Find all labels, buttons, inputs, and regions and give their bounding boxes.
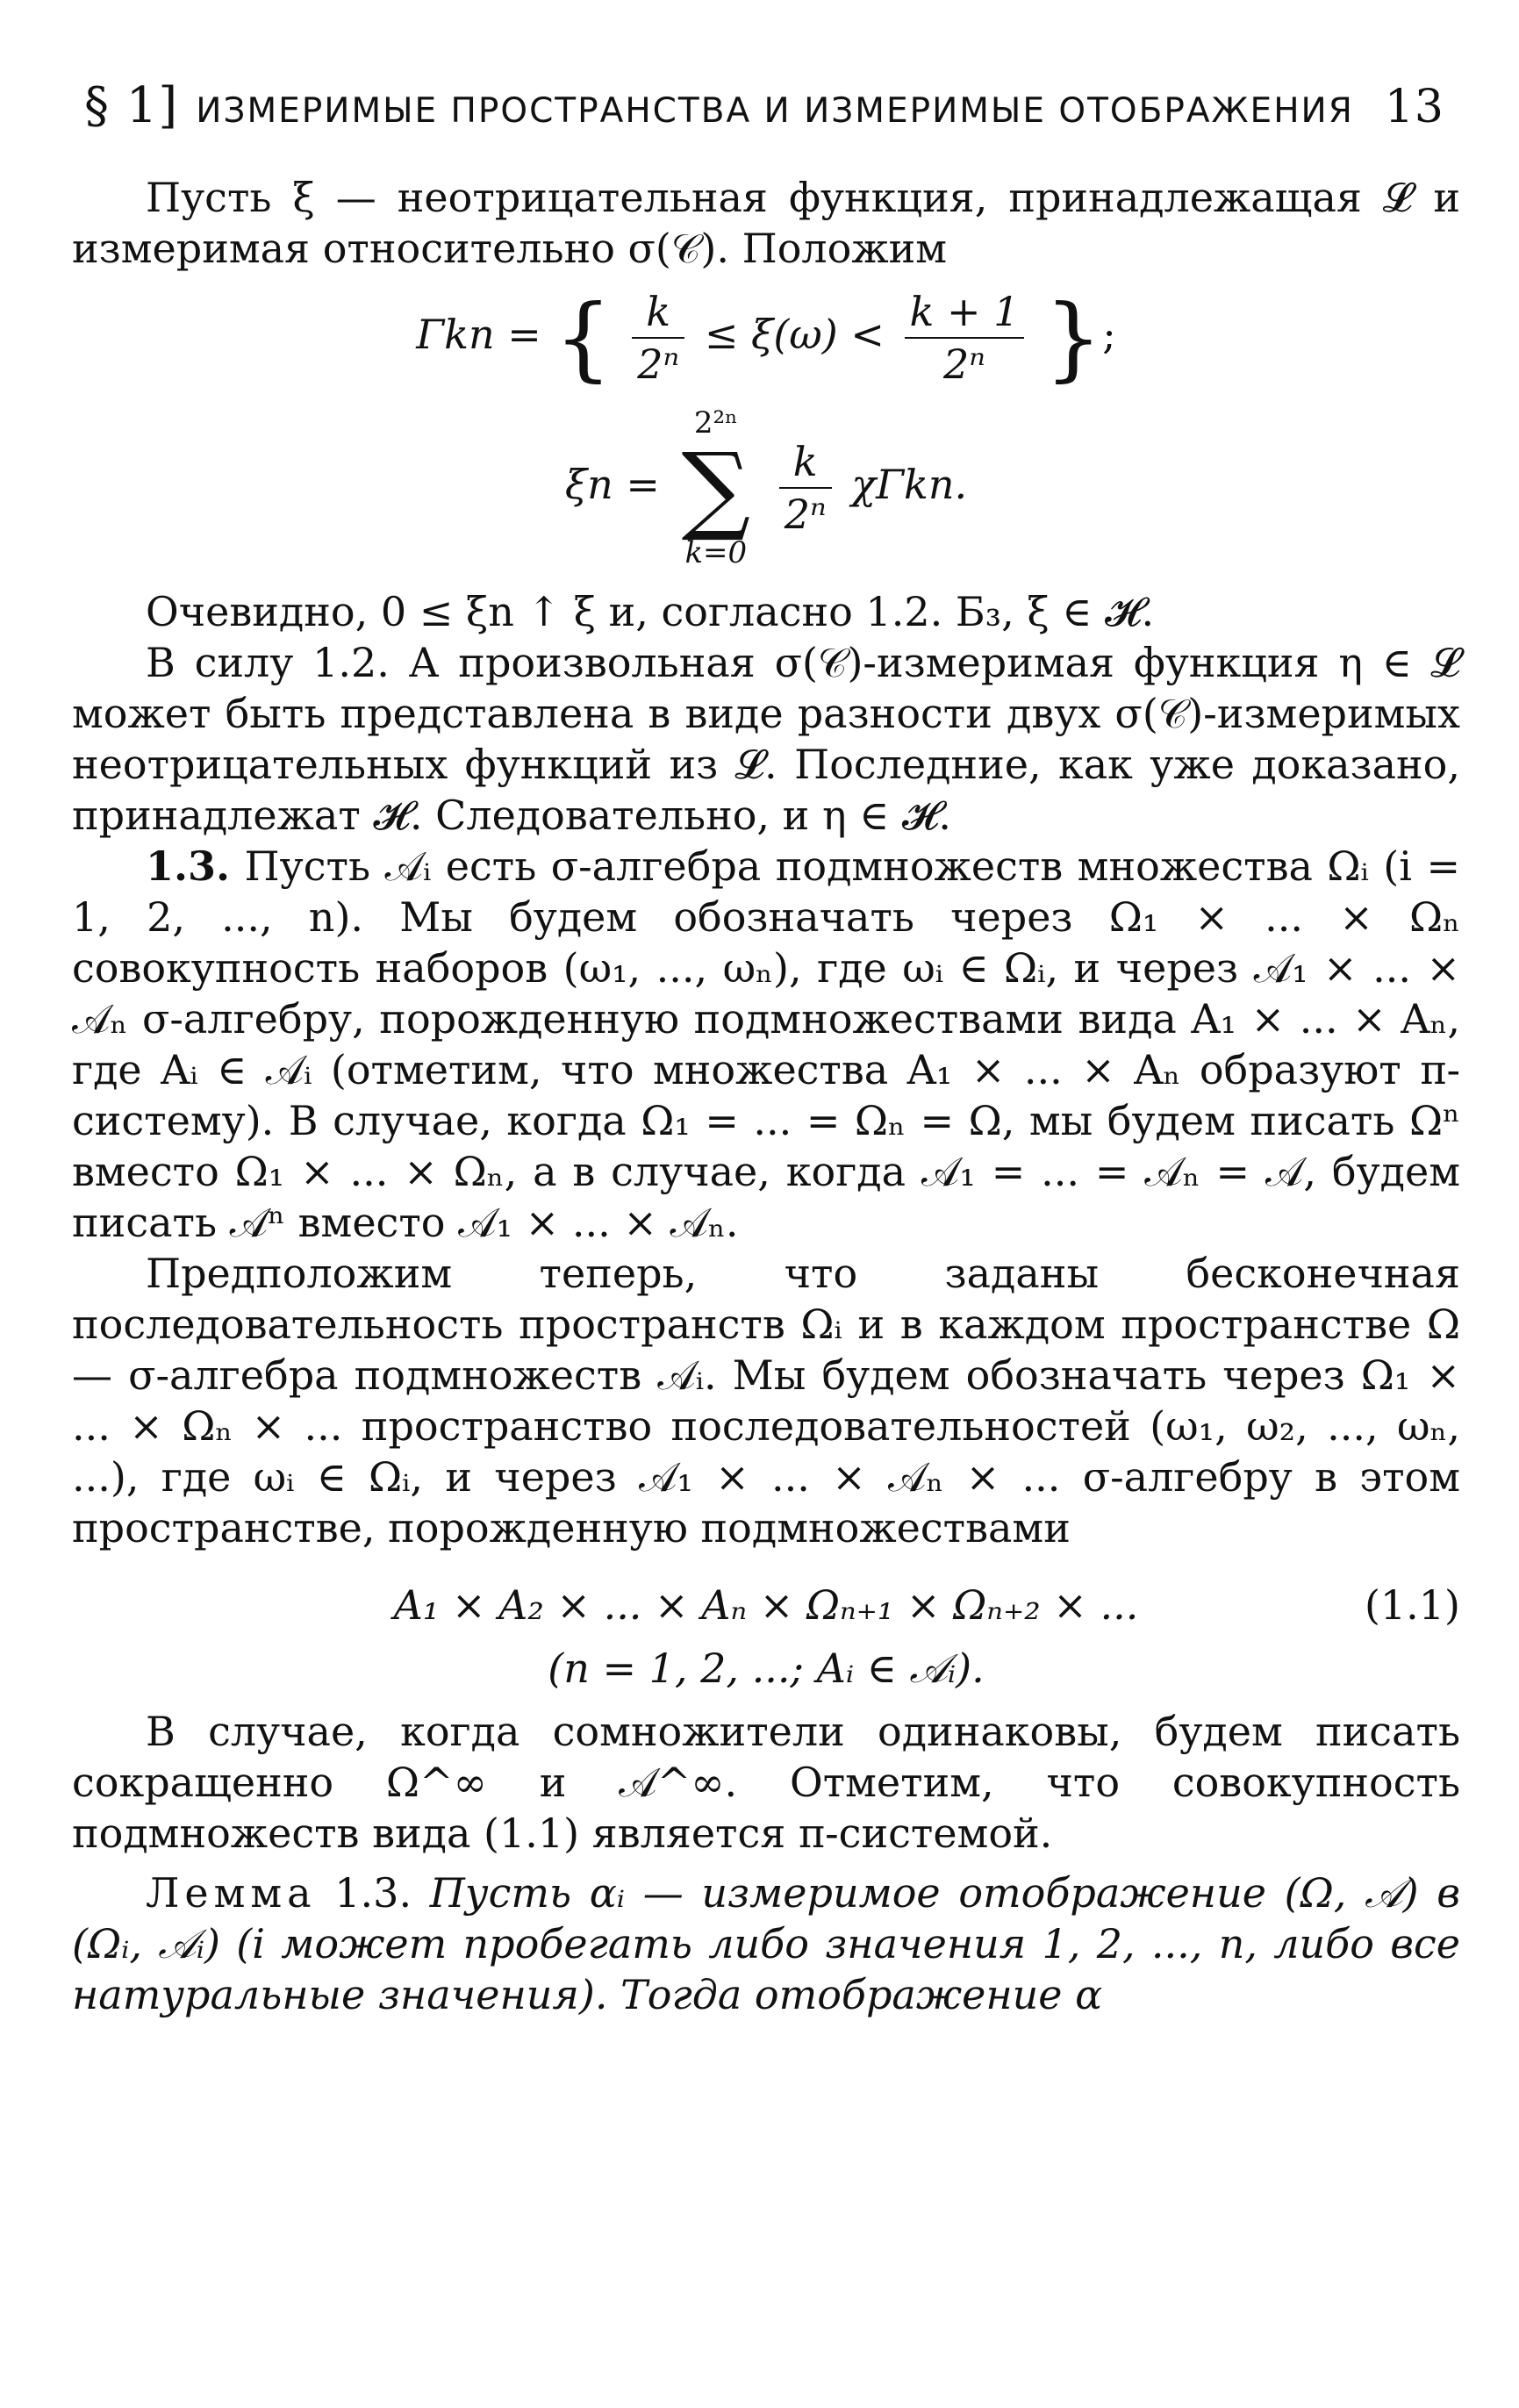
page-number: 13 — [1384, 81, 1444, 133]
paragraph-number: 1.3. — [146, 842, 231, 890]
paragraph-same-factors: В случае, когда сомножители одинаковы, будем писать сокращенно Ω^∞ и 𝒜^∞. Отметим, что совокупность подмножеств вида (1.1) является π-системой. — [72, 1708, 1460, 1857]
formula-xi-lhs: ξn = — [564, 461, 673, 508]
equation-1-1-expression: A₁ × A₂ × ... × Aₙ × Ωₙ₊₁ × Ωₙ₊₂ × ... — [393, 1581, 1139, 1629]
formula-xi-n — [72, 402, 1460, 574]
fraction-k-2n-num: k — [779, 436, 832, 489]
equation-1-1-cond-text: (n = 1, 2, ...; Aᵢ ∈ 𝒜ᵢ). — [548, 1645, 985, 1692]
formula-gamma-middle: ≤ ξ(ω) < — [704, 311, 898, 358]
paragraph-suppose: Предположим теперь, что заданы бесконечная последовательность пространств Ωᵢ и в каждом пространстве Ω — σ-алгебра подмножеств 𝒜ᵢ. Мы будем обозначать через Ω₁ × ... × Ωₙ × ... пространство последовательностей (ω₁, ω₂, ..., ωₙ, ...), где ωᵢ ∈ Ωᵢ, и через 𝒜₁ × ... × 𝒜ₙ × ... σ-алгебру в этом пространстве, порожденную подмножествами — [72, 1250, 1460, 1552]
sigma-glyph: ∑ — [681, 432, 751, 544]
page-body — [72, 172, 1460, 2020]
formula-gamma — [72, 286, 1460, 390]
fraction-k1-num: k + 1 — [905, 286, 1025, 339]
fraction-k-2n — [779, 436, 832, 540]
paragraph-obvious: Очевидно, 0 ≤ ξn ↑ ξ и, согласно 1.2. Б₃, ξ ∈ 𝓗. — [146, 588, 1155, 635]
paragraph-by-virtue: В силу 1.2. А произвольная σ(𝒞)-измеримая функция η ∈ 𝓛 может быть представлена в виде разности двух σ(𝒞)-измеримых неотрицательных функций из 𝓛. Последние, как уже доказано, принадлежат 𝓗. Следовательно, и η ∈ 𝓗. — [72, 639, 1460, 839]
fraction-k — [632, 286, 684, 390]
sum-lower-limit: k=0 — [684, 535, 748, 570]
running-title: ИЗМЕРИМЫЕ ПРОСТРАНСТВА И ИЗМЕРИМЫЕ ОТОБРАЖЕНИЯ — [196, 91, 1354, 131]
lemma-statement: Пусть αᵢ — измеримое отображение (Ω, 𝒜) в (Ωᵢ, 𝒜ᵢ) (i может пробегать либо значения 1, 2, ..., n, либо все натуральные значения). Тогда отображение α — [72, 1869, 1460, 2018]
fraction-k1 — [905, 286, 1025, 390]
paragraph-1-3-text: Пусть 𝒜ᵢ есть σ-алгебра подмножеств множества Ωᵢ (i = 1, 2, ..., n). Мы будем обозначать через Ω₁ × ... × Ωₙ совокупность наборов (ω₁, ..., ωₙ), где ωᵢ ∈ Ωᵢ, и через 𝒜₁ × ... × 𝒜ₙ σ-алгебру, порожденную подмножествами вида A₁ × ... × Aₙ, где Aᵢ ∈ 𝒜ᵢ (отметим, что множества A₁ × ... × Aₙ образуют π-систему). В случае, когда Ω₁ = ... = Ωₙ = Ω, мы будем писать Ωⁿ вместо Ω₁ × ... × Ωₙ, а в случае, когда 𝒜₁ = ... = 𝒜ₙ = 𝒜, будем писать 𝒜ⁿ вместо 𝒜₁ × ... × 𝒜ₙ. — [72, 842, 1460, 1246]
fraction-k1-den: 2ⁿ — [943, 340, 985, 388]
sum-symbol — [682, 402, 751, 574]
sum-upper-limit: 2²ⁿ — [693, 405, 738, 441]
fraction-k-2n-den: 2ⁿ — [784, 491, 827, 538]
lemma-word: Лемма — [146, 1869, 317, 1917]
paragraph-intro: Пусть ξ — неотрицательная функция, принадлежащая 𝓛 и измеримая относительно σ(𝒞). Положим — [72, 174, 1460, 272]
right-brace: } — [1044, 284, 1103, 391]
formula-gamma-end: ; — [1102, 311, 1116, 358]
running-header — [84, 77, 1444, 134]
left-brace: { — [554, 284, 613, 391]
fraction-k-num: k — [632, 286, 684, 339]
formula-xi-term: χΓkn. — [851, 461, 968, 508]
section-mark: § 1] — [84, 77, 179, 134]
equation-1-1-condition — [72, 1643, 1460, 1694]
lemma-1-3 — [72, 1867, 1460, 2020]
paragraph-1-3 — [72, 841, 1460, 1248]
lemma-number: 1.3. — [316, 1869, 430, 1917]
equation-number: (1.1) — [1364, 1581, 1460, 1629]
equation-1-1 — [72, 1580, 1460, 1630]
fraction-k-den: 2ⁿ — [637, 340, 680, 388]
formula-gamma-lhs: Γkn = — [416, 311, 555, 358]
